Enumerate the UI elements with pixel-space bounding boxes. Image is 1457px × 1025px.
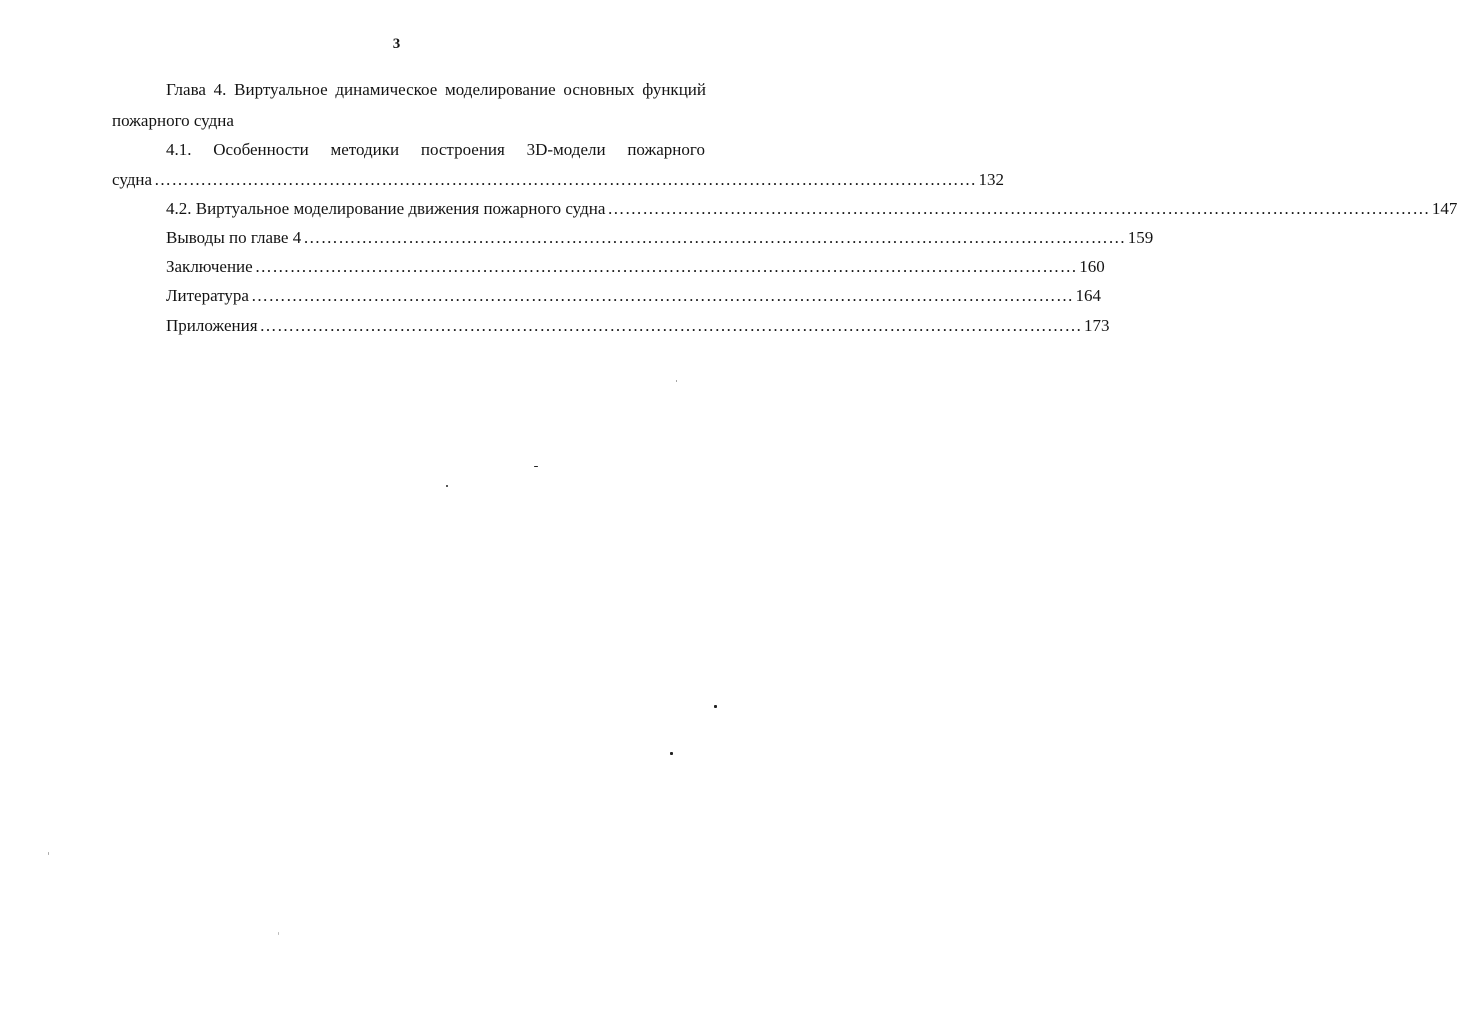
toc-entry-4-1-word: построения bbox=[420, 140, 505, 159]
toc-entry-label: Заключение bbox=[166, 257, 253, 276]
scan-speck bbox=[714, 705, 717, 708]
toc-leader-dots: …………………………………………………………………………………………………………………………… bbox=[607, 199, 1430, 218]
toc-entry-conclusion bbox=[166, 257, 1105, 277]
toc-leader-dots: …………………………………………………………………………………………………………………………… bbox=[254, 257, 1078, 276]
toc-entry-label: судна bbox=[112, 170, 153, 189]
scan-speck bbox=[534, 466, 538, 467]
toc-entry-4-1-word: Особенности bbox=[213, 140, 309, 159]
toc-entry-page: 147 bbox=[1431, 199, 1457, 218]
toc-entry-4-1 bbox=[112, 170, 1005, 190]
toc-entry-page: 173 bbox=[1084, 316, 1110, 335]
scan-speck bbox=[446, 485, 448, 487]
scan-speck bbox=[48, 852, 49, 855]
toc-entry-label: 4.2. Виртуальное моделирование движения пожарного судна bbox=[166, 199, 606, 218]
toc-entry-4-1-heading bbox=[166, 140, 705, 160]
toc-leader-dots: …………………………………………………………………………………………………………………………… bbox=[250, 286, 1074, 305]
toc-entry-literature bbox=[166, 286, 1101, 306]
toc-entry-appendices bbox=[166, 316, 1110, 336]
toc-leader-dots: …………………………………………………………………………………………………………………………… bbox=[259, 316, 1083, 335]
toc-entry-page: 159 bbox=[1127, 228, 1154, 247]
toc-entry-4-2 bbox=[166, 199, 1457, 219]
toc-leader-dots: …………………………………………………………………………………………………………………………… bbox=[303, 228, 1126, 247]
toc-entry-4-1-word: 3D-модели bbox=[526, 140, 606, 159]
scan-speck bbox=[676, 380, 677, 382]
scan-speck bbox=[670, 752, 673, 755]
toc-entry-conclusions-ch4 bbox=[166, 228, 1154, 248]
toc-entry-page: 132 bbox=[978, 170, 1005, 189]
toc-leader-dots: …………………………………………………………………………………………………………………………… bbox=[154, 170, 977, 189]
toc-entry-4-1-word: методики bbox=[330, 140, 400, 159]
chapter-title: Глава 4. Виртуальное динамическое моделирование основных функций bbox=[166, 80, 706, 99]
toc-entry-4-1-word: пожарного bbox=[627, 140, 705, 159]
toc-entry-page: 164 bbox=[1075, 286, 1101, 305]
toc-entry-4-1-word: 4.1. bbox=[166, 140, 192, 159]
page-number: 3 bbox=[392, 36, 401, 52]
toc-entry-label: Приложения bbox=[166, 316, 258, 335]
toc-entry-label: Литература bbox=[166, 286, 249, 305]
toc-entry-label: Выводы по главе 4 bbox=[166, 228, 302, 247]
chapter-title-continuation: пожарного судна bbox=[112, 111, 234, 130]
scan-speck bbox=[278, 932, 279, 935]
toc-entry-page: 160 bbox=[1079, 257, 1105, 276]
